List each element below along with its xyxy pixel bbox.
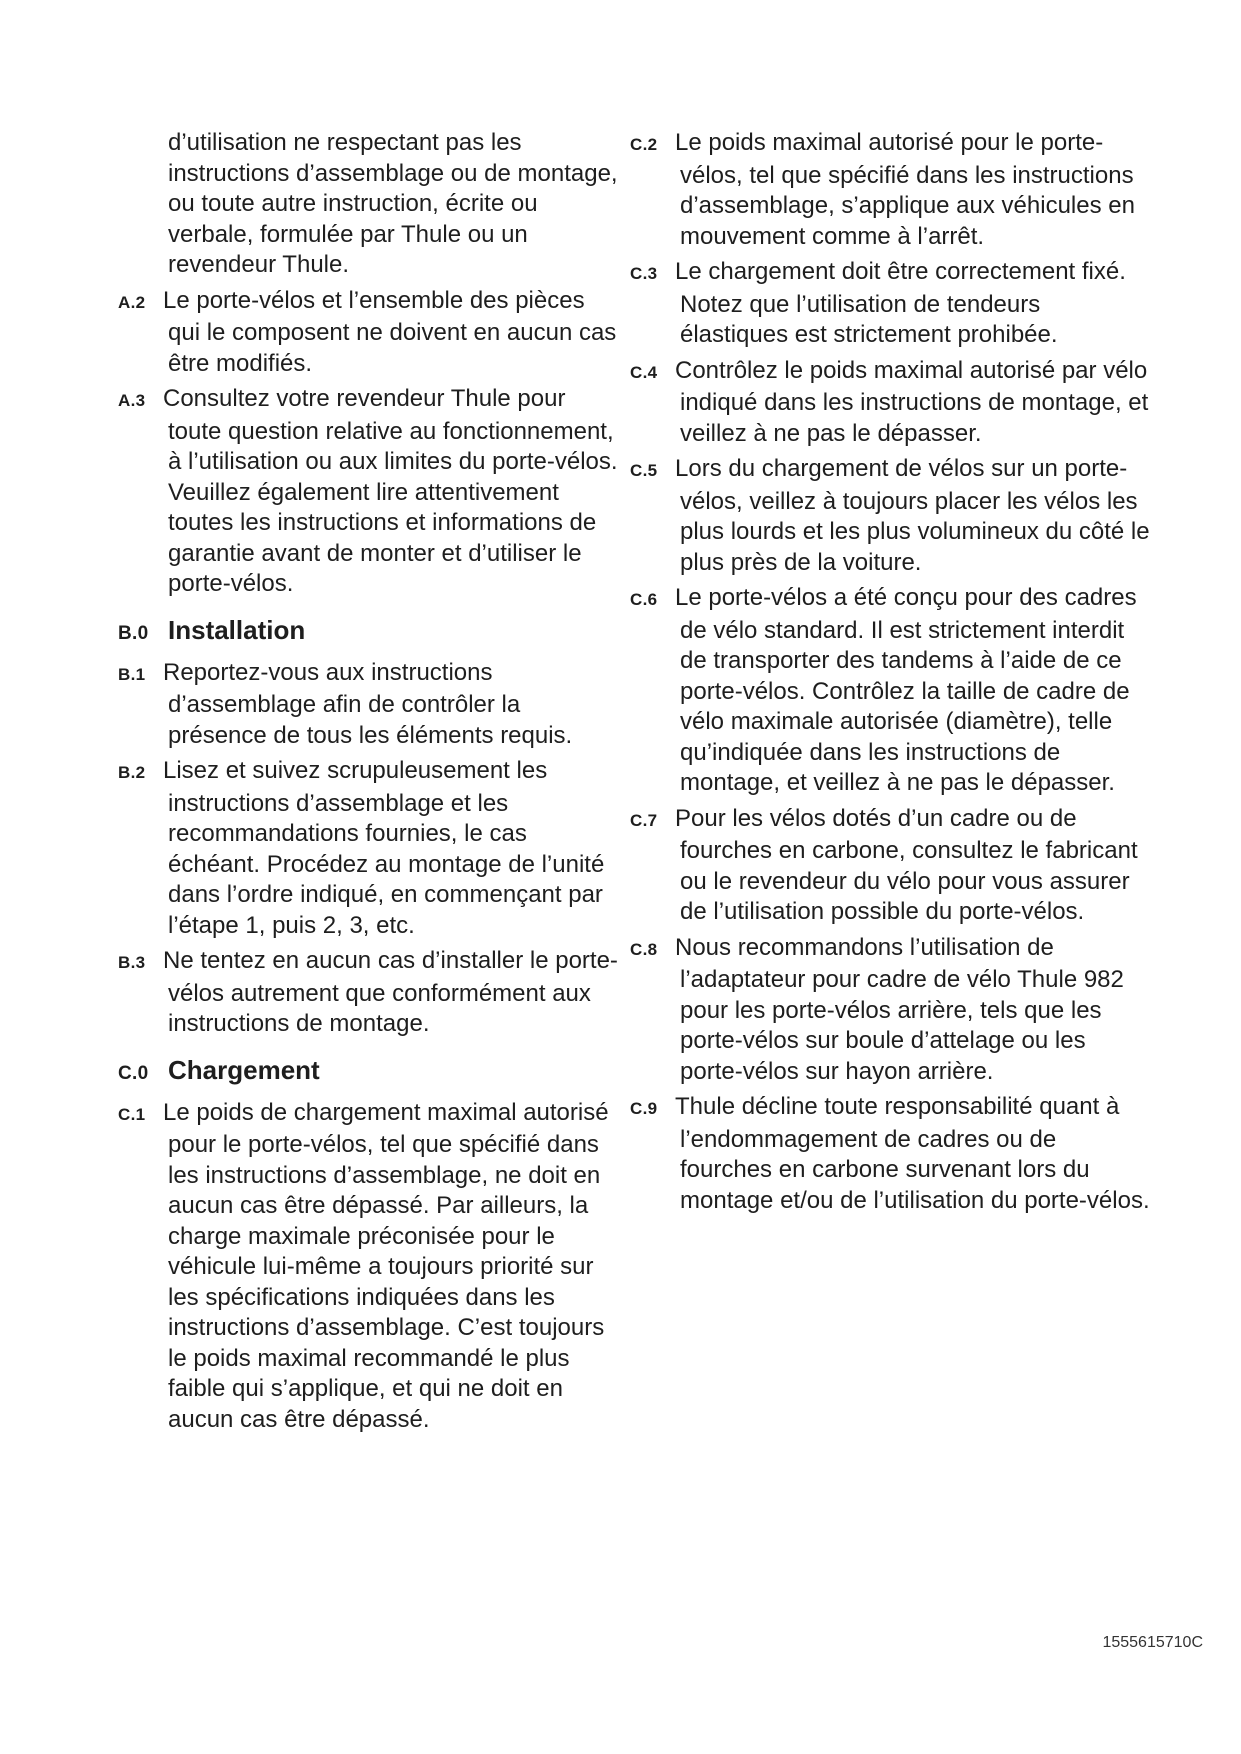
section-title: Chargement: [168, 1054, 320, 1085]
section-code: C.0: [118, 1062, 149, 1084]
item-text: Pour les vélos dotés d’un cadre ou de fourches en carbone, consultez le fabricant ou le revendeur du vélo pour vous assurer de l’utilisation possible du porte-vélos.: [675, 804, 1138, 925]
section-title: Installation: [168, 614, 306, 645]
item-text: Le chargement doit être correctement fixé. Notez que l’utilisation de tendeurs élastiques est strictement prohibée.: [675, 258, 1126, 348]
item-code: C.8: [630, 939, 658, 959]
item-text: Contrôlez le poids maximal autorisé par vélo indiqué dans les instructions de montage, et veillez à ne pas le dépasser.: [675, 356, 1149, 447]
item-b2: [118, 756, 618, 941]
item-code: C.2: [630, 135, 658, 154]
item-text: Thule décline toute responsabilité quant à l’endommagement de cadres ou de fourches en carbone survenant lors du montage et/ou de l’utilisation du porte-vélos.: [675, 1093, 1150, 1214]
item-c5: [630, 454, 1150, 578]
item-text: Le porte-vélos et l’ensemble des pièces qui le composent ne doivent en aucun cas être modifiés.: [163, 286, 617, 377]
item-c3: [630, 257, 1150, 351]
item-code: B.1: [118, 664, 146, 684]
item-text: Lisez et suivez scrupuleusement les instructions d’assemblage et les recommandations fournies, le cas échéant. Procédez au montage de l’unité dans l’ordre indiqué, en commençant par l’étape 1, puis 2, 3, etc.: [163, 757, 605, 939]
item-code: C.7: [630, 810, 658, 830]
item-text: Nous recommandons l’utilisation de l’adaptateur pour cadre de vélo Thule 982 pour les porte-vélos arrière, tels que les porte-vélos sur boule d’attelage ou les porte-vélos sur hayon arrière.: [675, 933, 1124, 1085]
item-c7: [630, 804, 1150, 928]
item-c6: [630, 583, 1150, 799]
section-heading-chargement: [118, 1054, 618, 1090]
item-code: C.5: [630, 461, 658, 480]
item-b3: [118, 946, 618, 1040]
item-b1: [118, 658, 618, 752]
item-a2: [118, 286, 618, 380]
item-code: B.2: [118, 763, 146, 782]
item-code: A.3: [118, 391, 146, 410]
item-text: Reportez-vous aux instructions d’assemblage afin de contrôler la présence de tous les éléments requis.: [163, 658, 573, 749]
item-code: B.3: [118, 953, 146, 972]
item-c9: [630, 1092, 1150, 1216]
item-text: Ne tentez en aucun cas d’installer le porte-vélos autrement que conformément aux instructions de montage.: [163, 947, 618, 1037]
item-text: Le porte-vélos a été conçu pour des cadres de vélo standard. Il est strictement interdit de transporter des tandems à l’aide de ce porte-vélos. Contrôlez la taille de cadre de vélo maximale autorisée (diamètre), telle qu’indiquée dans les instructions de montage, et veillez à ne pas le dépasser.: [675, 584, 1137, 796]
item-text: Lors du chargement de vélos sur un porte-vélos, veillez à toujours placer les vélos les plus lourds et les plus volumineux du côté le plus près de la voiture.: [675, 455, 1150, 576]
item-code: A.2: [118, 292, 146, 312]
item-code: C.1: [118, 1104, 146, 1124]
item-c2: [630, 128, 1150, 252]
left-column: [118, 128, 618, 1440]
item-code: C.9: [630, 1099, 658, 1118]
item-text: Consultez votre revendeur Thule pour toute question relative au fonctionnement, à l’utilisation ou aux limites du porte-vélos. Veuillez également lire attentivement toutes les instructions et informations de garantie avant de monter et d’utiliser le porte-vélos.: [163, 385, 618, 597]
right-column: [630, 128, 1150, 1221]
item-c8: [630, 933, 1150, 1088]
item-c4: [630, 356, 1150, 450]
item-code: C.4: [630, 362, 658, 382]
document-code: 1555615710C: [1102, 1634, 1203, 1651]
item-code: C.6: [630, 590, 658, 609]
section-code: B.0: [118, 622, 149, 644]
section-heading-installation: [118, 614, 618, 650]
item-c1: [118, 1098, 618, 1436]
item-text: Le poids maximal autorisé pour le porte-vélos, tel que spécifié dans les instructions d’assemblage, s’applique aux véhicules en mouvement comme à l’arrêt.: [675, 129, 1135, 250]
continuation-text: d’utilisation ne respectant pas les instructions d’assemblage ou de montage, ou toute autre instruction, écrite ou verbale, formulée par Thule ou un revendeur Thule.: [168, 129, 618, 278]
item-a3: [118, 384, 618, 600]
item-code: C.3: [630, 264, 658, 283]
item-text: Le poids de chargement maximal autorisé pour le porte-vélos, tel que spécifié dans les instructions d’assemblage, ne doit en aucun cas être dépassé. Par ailleurs, la charge maximale préconisée pour le véhicule lui-même a toujours priorité sur les spécifications indiquées dans les instructions d’assemblage. C’est toujours le poids maximal recommandé le plus faible qui s’applique, et qui ne doit en aucun cas être dépassé.: [163, 1098, 609, 1433]
